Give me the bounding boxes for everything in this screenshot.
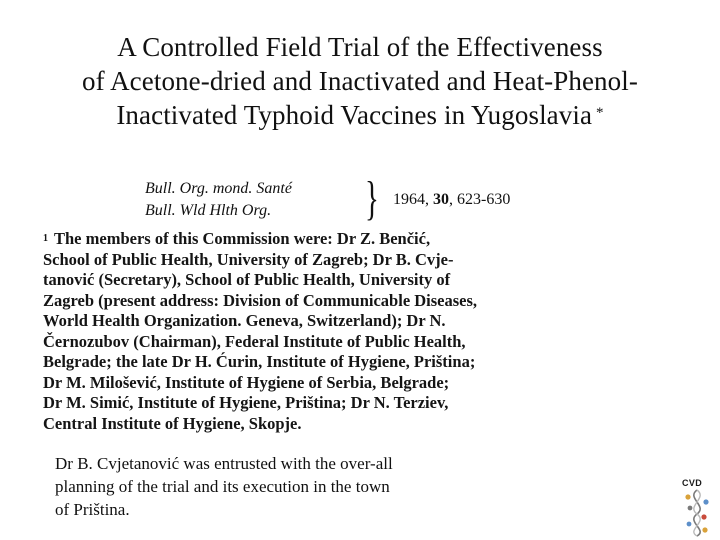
citation-pages: , 623-630 [449,191,511,208]
planning-note [55,452,575,521]
footnote-number: 1 [43,233,48,244]
title-line-3 [0,98,720,132]
note-line: planning of the trial and its execution in the town [55,477,390,496]
footnote-line: School of Public Health, University of Zagreb; Dr B. Cvje- [43,249,454,269]
commission-footnote [43,229,643,434]
citation-reference [393,189,510,211]
footnote-line [43,229,643,250]
brace-glyph: } [365,172,379,225]
note-line: of Priština. [55,500,130,519]
footnote-line: World Health Organization. Geneva, Switzerland); Dr N. [43,311,446,330]
footnote-line: Central Institute of Hygiene, Skopje. [43,413,302,433]
dna-helix-icon [680,488,714,538]
title-line-2: of Acetone-dried and Inactivated and Heat-Phenol- [82,66,638,96]
citation-block [145,172,565,225]
citation-year: 1964, [393,191,433,208]
cvd-logo [680,478,714,538]
footnote-line: tanović (Secretary), School of Public Health, University of [43,270,451,289]
paper-title [0,30,720,132]
footnote-line: Dr M. Milošević, Institute of Hygiene of Serbia, Belgrade; [43,372,450,392]
citation-volume: 30 [433,191,449,208]
title-line-1: A Controlled Field Trial of the Effectiveness [117,32,603,62]
footnote-line: Černozubov (Chairman), Federal Institute of Public Health, [43,331,466,351]
footnote-line: Belgrade; the late Dr H. Ćurin, Institute of Hygiene, Priština; [43,352,476,371]
title-line-3-text: Inactivated Typhoid Vaccines in Yugoslavia [116,100,593,130]
journal-english: Bull. Wld Hlth Org. [145,202,272,219]
title-footnote-marker: * [596,105,604,121]
note-line: Dr B. Cvjetanović was entrusted with the over-all [55,454,393,473]
footnote-line: Zagreb (present address: Division of Communicable Diseases, [43,290,478,310]
footnote-line-text: The members of this Commission were: Dr Z. Benčić, [54,229,431,248]
cvd-logo-text: CVD [682,478,703,488]
journal-french: Bull. Org. mond. Santé [145,180,292,197]
journal-names [145,178,292,222]
footnote-line: Dr M. Simić, Institute of Hygiene, Priština; Dr N. Terziev, [43,393,449,412]
